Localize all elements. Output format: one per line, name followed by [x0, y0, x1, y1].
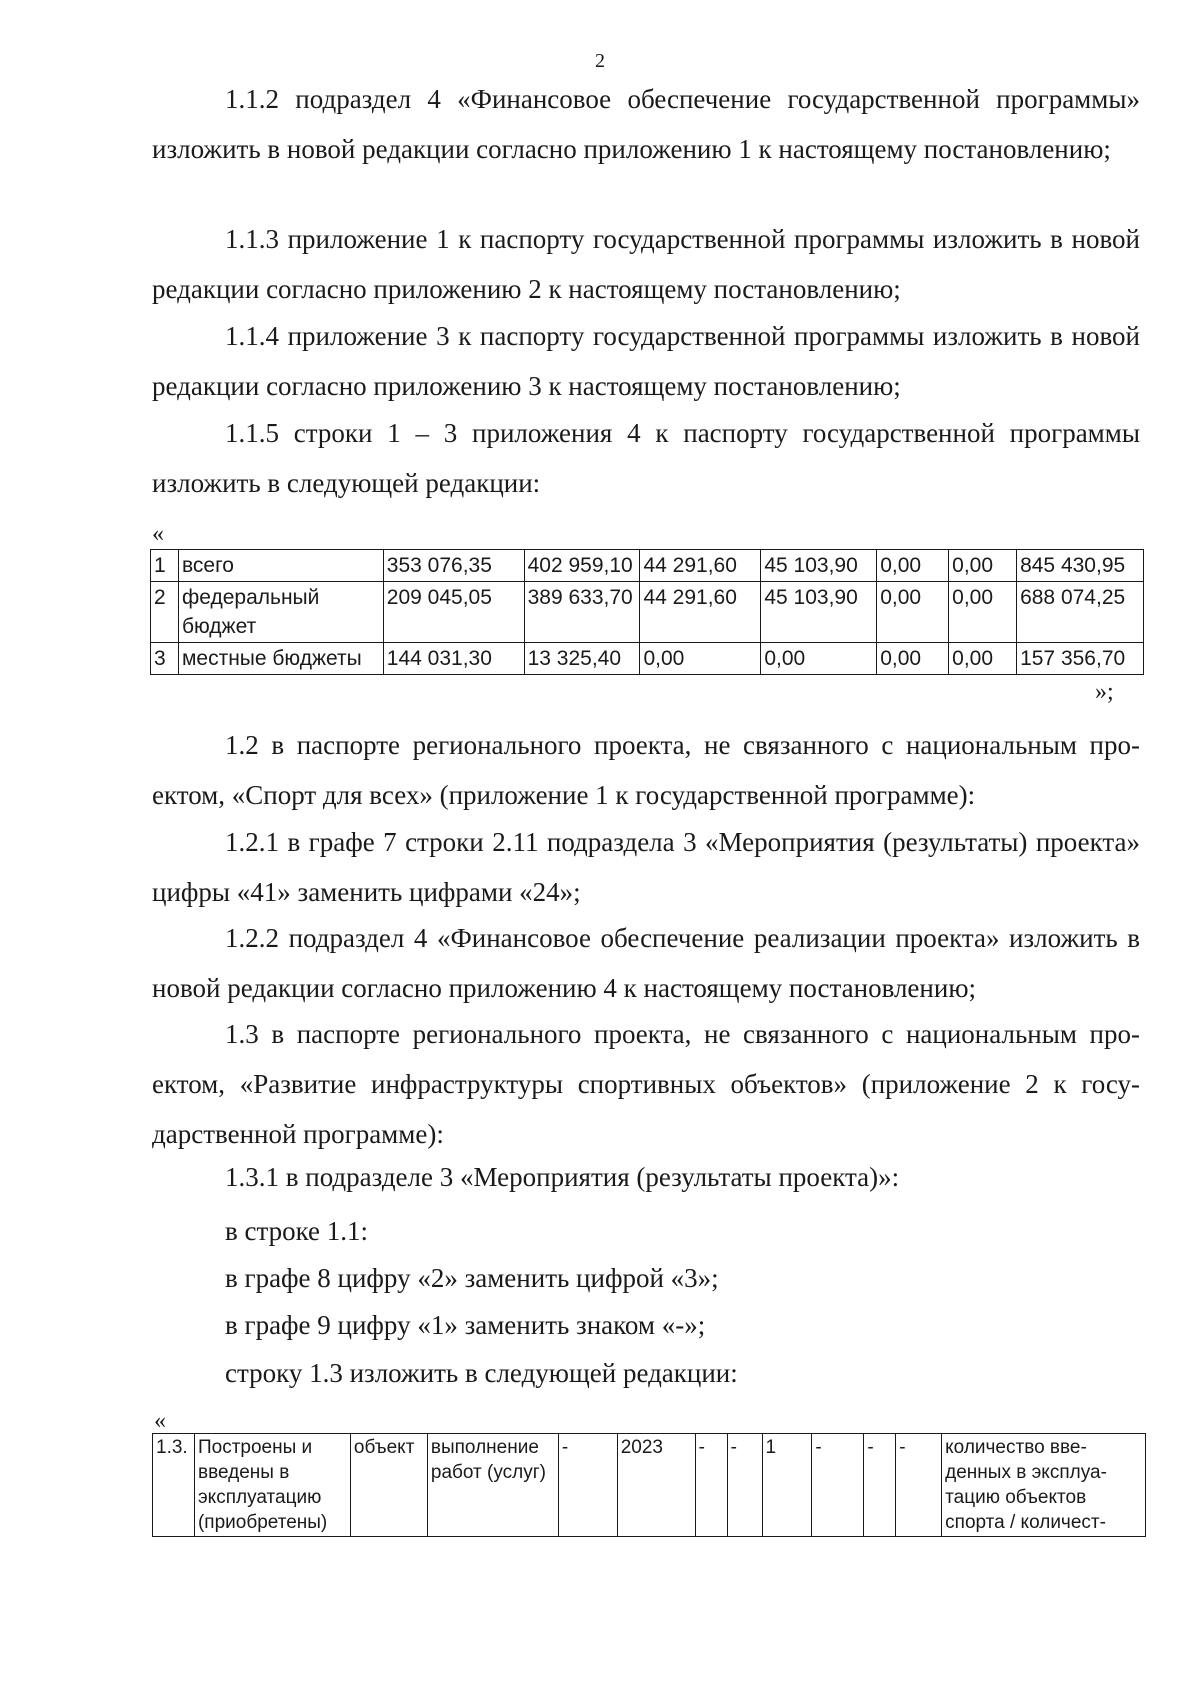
year-cell: 2023 — [617, 1434, 695, 1537]
result-name: Построены и введены в эксплуатацию (приобретены) — [194, 1434, 350, 1537]
paragraph-1-1-4: 1.1.4 приложение 3 к паспорту государственной программы изложить в новой редакции согласно приложению 3 к настоящему постановлению; — [152, 321, 1140, 401]
row-number: 2 — [151, 582, 179, 643]
table-cell: 0,00 — [640, 643, 761, 675]
row-number: 3 — [151, 643, 179, 675]
paragraph-row-1-1: в строке 1.1: — [225, 1216, 369, 1246]
table-row — [151, 550, 1144, 582]
paragraph-column-8: в графе 8 цифру «2» заменить цифрой «3»; — [225, 1263, 719, 1293]
paragraph-column-9: в графе 9 цифру «1» заменить знаком «-»; — [225, 1310, 706, 1340]
table-open-quote: « — [152, 521, 164, 547]
table-row — [151, 582, 1144, 643]
finance-table — [150, 549, 1144, 675]
description-cell: количество введенных в эксплуатацию объектов спорта / количест- — [942, 1434, 1146, 1537]
table-cell: 45 103,90 — [761, 582, 877, 643]
table-cell: - — [896, 1434, 942, 1537]
table-cell: 13 325,40 — [524, 643, 640, 675]
table-row — [151, 643, 1144, 675]
row-label: местные бюджеты — [178, 643, 383, 675]
paragraph-1-1-5: 1.1.5 строки 1 – 3 приложения 4 к паспорту государственной программы изложить в следующей редакции: — [152, 418, 1140, 498]
table-cell: - — [812, 1434, 864, 1537]
type-cell: выполнение работ (услуг) — [427, 1434, 558, 1537]
paragraph-1-2-2: 1.2.2 подраздел 4 «Финансовое обеспечение реализации проекта» изложить в новой редакции согласно приложению 4 к настоящему постановлению; — [152, 923, 1140, 1003]
table-cell: 0,00 — [949, 550, 1017, 582]
unit-cell: объект — [350, 1434, 427, 1537]
paragraph-row-1-3: строку 1.3 изложить в следующей редакции: — [225, 1358, 738, 1388]
paragraph-1-2: 1.2 в паспорте регионального проекта, не связанного с национальным проектом, «Спорт для всех» (приложение 1 к государственной программе): — [152, 730, 1140, 810]
table-cell: 1 — [762, 1434, 812, 1537]
table-close-quote: »; — [1095, 679, 1114, 705]
table-cell: 402 959,10 — [524, 550, 640, 582]
table-cell: 144 031,30 — [383, 643, 524, 675]
paragraph-1-1-3: 1.1.3 приложение 1 к паспорту государственной программы изложить в новой редакции согласно приложению 2 к настоящему постановлению; — [152, 224, 1140, 304]
table-cell: 209 045,05 — [383, 582, 524, 643]
table-cell: - — [695, 1434, 727, 1537]
row-number: 1.3. — [153, 1434, 195, 1537]
table-cell: 0,00 — [761, 643, 877, 675]
row-label: федеральный бюджет — [178, 582, 383, 643]
table-open-quote-2: « — [154, 1408, 166, 1434]
page-number: 2 — [595, 50, 605, 72]
table-cell-total: 845 430,95 — [1017, 550, 1144, 582]
table-cell: 389 633,70 — [524, 582, 640, 643]
table-cell: 0,00 — [877, 643, 949, 675]
paragraph-1-3: 1.3 в паспорте регионального проекта, не связанного с национальным проектом, «Развитие инфраструктуры спортивных объектов» (приложение 2 к государственной программе): — [152, 1019, 1140, 1149]
table-cell: 44 291,60 — [640, 582, 761, 643]
table-cell: 44 291,60 — [640, 550, 761, 582]
table-row — [153, 1434, 1146, 1537]
table-cell-total: 157 356,70 — [1017, 643, 1144, 675]
table-cell: - — [558, 1434, 617, 1537]
table-cell: 353 076,35 — [383, 550, 524, 582]
row-label: всего — [178, 550, 383, 582]
table-cell: - — [864, 1434, 896, 1537]
result-table — [152, 1433, 1146, 1537]
table-cell-total: 688 074,25 — [1017, 582, 1144, 643]
table-cell: 0,00 — [877, 550, 949, 582]
table-cell: 0,00 — [949, 582, 1017, 643]
paragraph-1-2-1: 1.2.1 в графе 7 строки 2.11 подраздела 3 «Мероприятия (результаты) проекта» цифры «41» заменить цифрами «24»; — [152, 827, 1140, 907]
paragraph-1-1-2: 1.1.2 подраздел 4 «Финансовое обеспечение государственной программы» изложить в новой редакции согласно приложению 1 к настоящему постановлению; — [152, 84, 1140, 164]
table-cell: 0,00 — [949, 643, 1017, 675]
row-number: 1 — [151, 550, 179, 582]
table-cell: 45 103,90 — [761, 550, 877, 582]
table-cell: - — [727, 1434, 762, 1537]
paragraph-1-3-1: 1.3.1 в подразделе 3 «Мероприятия (результаты проекта)»: — [225, 1162, 900, 1192]
table-cell: 0,00 — [877, 582, 949, 643]
